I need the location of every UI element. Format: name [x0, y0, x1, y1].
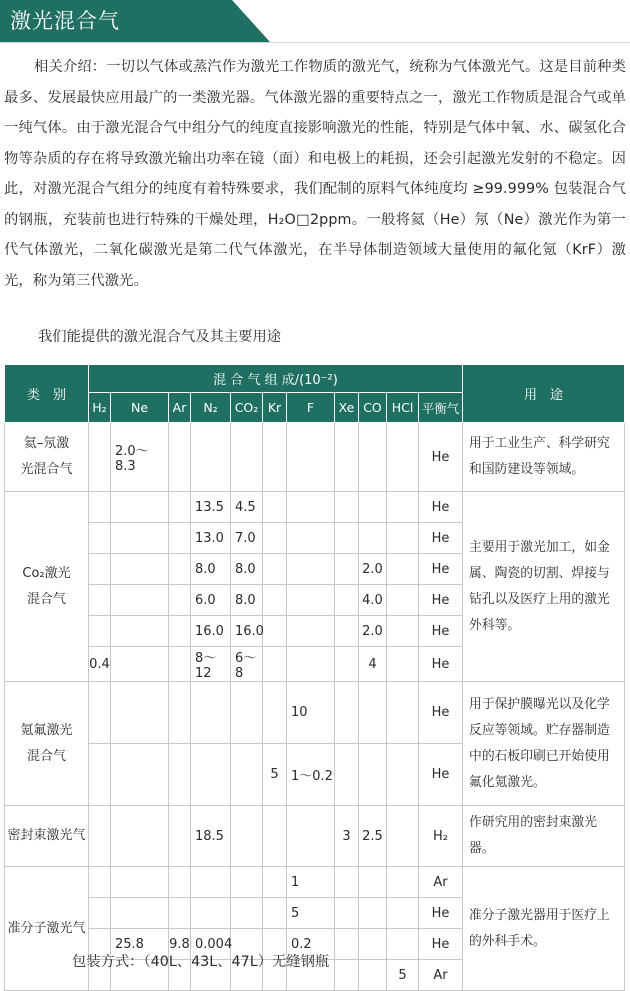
composition-cell: 2.0	[359, 554, 387, 585]
composition-cell	[111, 616, 169, 647]
composition-cell: He	[419, 585, 463, 616]
composition-cell	[263, 898, 287, 929]
use-cell: 作研究用的密封束激光器。	[463, 806, 625, 867]
composition-cell: 0.004	[191, 929, 231, 960]
composition-cell	[111, 647, 169, 682]
composition-cell: He	[419, 647, 463, 682]
category-cell: 氪氟激光 混合气	[5, 682, 89, 806]
composition-cell	[263, 554, 287, 585]
composition-cell	[335, 744, 359, 806]
composition-cell: 16.0	[231, 616, 263, 647]
composition-cell	[335, 929, 359, 960]
composition-cell	[169, 867, 191, 898]
gas-column-header: Ne	[111, 393, 169, 423]
composition-cell	[387, 423, 419, 492]
composition-cell: 0.4	[89, 647, 111, 682]
composition-cell	[387, 867, 419, 898]
composition-cell	[111, 806, 169, 867]
composition-cell	[191, 423, 231, 492]
composition-cell: 8～12	[191, 647, 231, 682]
composition-cell	[335, 898, 359, 929]
composition-cell	[169, 806, 191, 867]
packaging-note: 包装方式：（40L、43L、47L）无缝钢瓶	[72, 954, 330, 970]
composition-cell	[169, 744, 191, 806]
composition-cell: 8.0	[231, 585, 263, 616]
composition-cell	[359, 929, 387, 960]
composition-cell: He	[419, 554, 463, 585]
table-row	[5, 423, 625, 492]
composition-cell	[287, 647, 335, 682]
composition-cell	[169, 423, 191, 492]
composition-cell	[89, 867, 111, 898]
composition-cell	[387, 898, 419, 929]
composition-cell	[263, 523, 287, 554]
composition-cell: He	[419, 423, 463, 492]
category-cell: 氦–氖激 光混合气	[5, 423, 89, 492]
composition-cell	[169, 585, 191, 616]
composition-cell: 2.0	[359, 616, 387, 647]
composition-cell	[335, 423, 359, 492]
composition-cell	[387, 523, 419, 554]
composition-cell	[335, 492, 359, 523]
title-banner	[0, 0, 630, 43]
composition-cell: He	[419, 682, 463, 744]
intro-paragraph	[4, 52, 626, 296]
composition-cell	[335, 616, 359, 647]
composition-cell: He	[419, 929, 463, 960]
table-row	[5, 492, 625, 523]
composition-cell	[335, 960, 359, 991]
composition-cell: 5	[387, 960, 419, 991]
table-row	[5, 867, 625, 898]
composition-cell	[111, 585, 169, 616]
composition-cell	[263, 647, 287, 682]
category-cell: 密封束激光气	[5, 806, 89, 867]
composition-cell: 16.0	[191, 616, 231, 647]
composition-cell	[89, 554, 111, 585]
composition-cell: 1～0.2	[287, 744, 335, 806]
gas-column-header: Xe	[335, 393, 359, 423]
composition-cell	[287, 806, 335, 867]
composition-cell: 8.0	[191, 554, 231, 585]
composition-cell	[387, 492, 419, 523]
composition-cell	[287, 616, 335, 647]
composition-cell	[287, 423, 335, 492]
use-cell: 主要用于激光加工，如金属、陶瓷的切割、焊接与钻孔以及医疗上用的激光外科等。	[463, 492, 625, 682]
composition-cell	[359, 960, 387, 991]
composition-cell	[335, 682, 359, 744]
category-cell: Co₂激光 混合气	[5, 492, 89, 682]
composition-cell	[231, 744, 263, 806]
gas-column-header: 平衡气	[419, 393, 463, 423]
composition-cell	[169, 492, 191, 523]
composition-cell: Ar	[419, 960, 463, 991]
composition-cell	[191, 682, 231, 744]
composition-cell	[359, 423, 387, 492]
use-cell: 准分子激光器用于医疗上的外科手术。	[463, 867, 625, 991]
composition-cell: 5	[287, 898, 335, 929]
composition-cell: 7.0	[231, 523, 263, 554]
composition-cell	[231, 682, 263, 744]
composition-cell	[387, 682, 419, 744]
composition-cell: 4.5	[231, 492, 263, 523]
composition-cell	[169, 554, 191, 585]
intro-text: 相关介绍：一切以气体或蒸汽作为激光工作物质的激光气，统称为气体激光气。这是目前种类最多、发展最快应用最广的一类激光器。气体激光器的重要特点之一，激光工作物质是混合气或单一纯气体。由于激光混合气中组分气的纯度直接影响激光的性能，特别是气体中氧、水、碳氢化合物等杂质的存在将导致激光输出功率在镜（面）和电极上的耗损，还会引起激光发射的不稳定。因此，对激光混合气组分的纯度有着特殊要求，我们配制的原料气体纯度均 ≥99.999% 包装混合气的钢瓶，充装前也进行特殊的干燥处理，H₂O□2ppm。一般将氦（He）氖（Ne）激光作为第一代气体激光，二氧化碳激光是第二代气体激光，在半导体制造领域大量使用的氟化氪（KrF）激光，称为第三代激光。	[4, 59, 626, 289]
composition-cell: 13.0	[191, 523, 231, 554]
composition-cell	[359, 682, 387, 744]
composition-cell	[387, 647, 419, 682]
composition-cell: 9.8	[169, 929, 191, 960]
composition-cell	[111, 898, 169, 929]
composition-cell: He	[419, 523, 463, 554]
composition-cell	[89, 682, 111, 744]
composition-cell	[111, 744, 169, 806]
composition-cell	[335, 647, 359, 682]
composition-cell: 0.2	[287, 929, 335, 960]
composition-cell	[287, 523, 335, 554]
composition-cell	[111, 682, 169, 744]
composition-cell: 4	[359, 647, 387, 682]
composition-cell	[89, 806, 111, 867]
composition-cell	[387, 616, 419, 647]
gas-mixture-table	[4, 364, 625, 991]
composition-cell: 25.8	[111, 929, 169, 960]
composition-cell	[111, 523, 169, 554]
composition-cell	[169, 647, 191, 682]
composition-cell	[231, 867, 263, 898]
composition-cell	[169, 898, 191, 929]
composition-cell	[359, 867, 387, 898]
gas-column-header: H₂	[89, 393, 111, 423]
composition-cell	[387, 806, 419, 867]
composition-cell	[191, 867, 231, 898]
composition-cell	[387, 554, 419, 585]
composition-cell: H₂	[419, 806, 463, 867]
composition-cell	[231, 423, 263, 492]
composition-cell	[89, 744, 111, 806]
composition-cell: He	[419, 744, 463, 806]
composition-cell	[263, 585, 287, 616]
gas-column-header: CO₂	[231, 393, 263, 423]
page-title: 激光混合气	[10, 9, 120, 33]
composition-cell: 8.0	[231, 554, 263, 585]
header-composition: 混 合 气 组 成/(10⁻²)	[89, 365, 463, 393]
composition-cell: 1	[287, 867, 335, 898]
composition-cell	[335, 585, 359, 616]
composition-cell: 5	[263, 744, 287, 806]
composition-cell	[89, 492, 111, 523]
composition-cell	[335, 554, 359, 585]
composition-cell	[191, 744, 231, 806]
composition-cell	[359, 523, 387, 554]
composition-cell	[111, 867, 169, 898]
composition-cell	[287, 492, 335, 523]
composition-cell: 4.0	[359, 585, 387, 616]
composition-cell: 10	[287, 682, 335, 744]
gas-column-header: HCl	[387, 393, 419, 423]
composition-cell	[263, 616, 287, 647]
composition-cell	[263, 806, 287, 867]
composition-cell	[89, 523, 111, 554]
category-cell: 准分子激光气	[5, 867, 89, 991]
composition-cell	[387, 929, 419, 960]
header-use: 用 途	[463, 365, 625, 423]
composition-cell	[169, 682, 191, 744]
composition-cell	[359, 898, 387, 929]
composition-cell	[287, 585, 335, 616]
composition-cell	[111, 492, 169, 523]
composition-cell: He	[419, 898, 463, 929]
table-row	[5, 806, 625, 867]
composition-cell: 2.0～8.3	[111, 423, 169, 492]
composition-cell	[335, 867, 359, 898]
composition-cell	[89, 898, 111, 929]
composition-cell	[89, 423, 111, 492]
composition-cell: 6～8	[231, 647, 263, 682]
gas-column-header: CO	[359, 393, 387, 423]
composition-cell	[387, 744, 419, 806]
composition-cell	[359, 492, 387, 523]
composition-cell: He	[419, 492, 463, 523]
composition-cell	[231, 806, 263, 867]
composition-cell	[287, 554, 335, 585]
composition-cell: Ar	[419, 867, 463, 898]
composition-cell	[263, 492, 287, 523]
composition-cell	[191, 898, 231, 929]
composition-cell: 3	[335, 806, 359, 867]
table-row	[5, 682, 625, 744]
composition-cell: 18.5	[191, 806, 231, 867]
gas-column-header: N₂	[191, 393, 231, 423]
use-cell: 用于工业生产、科学研究和国防建设等领域。	[463, 423, 625, 492]
composition-cell: 13.5	[191, 492, 231, 523]
composition-cell	[89, 616, 111, 647]
composition-cell	[263, 867, 287, 898]
gas-column-header: F	[287, 393, 335, 423]
table-subtitle: 我们能提供的激光混合气及其主要用途	[38, 329, 282, 345]
gas-column-header: Kr	[263, 393, 287, 423]
composition-cell	[335, 523, 359, 554]
composition-cell	[89, 585, 111, 616]
composition-cell	[231, 898, 263, 929]
composition-cell: He	[419, 616, 463, 647]
use-cell: 用于保护膜曝光以及化学反应等领域。贮存器制造中的石板印刷已开始使用氟化氪激光。	[463, 682, 625, 806]
composition-cell: 2.5	[359, 806, 387, 867]
gas-column-header: Ar	[169, 393, 191, 423]
composition-cell	[263, 682, 287, 744]
header-category: 类 别	[5, 365, 89, 423]
composition-cell	[387, 585, 419, 616]
composition-cell	[359, 744, 387, 806]
composition-cell: 6.0	[191, 585, 231, 616]
composition-cell	[169, 616, 191, 647]
composition-cell	[169, 523, 191, 554]
composition-cell	[111, 554, 169, 585]
composition-cell	[263, 423, 287, 492]
